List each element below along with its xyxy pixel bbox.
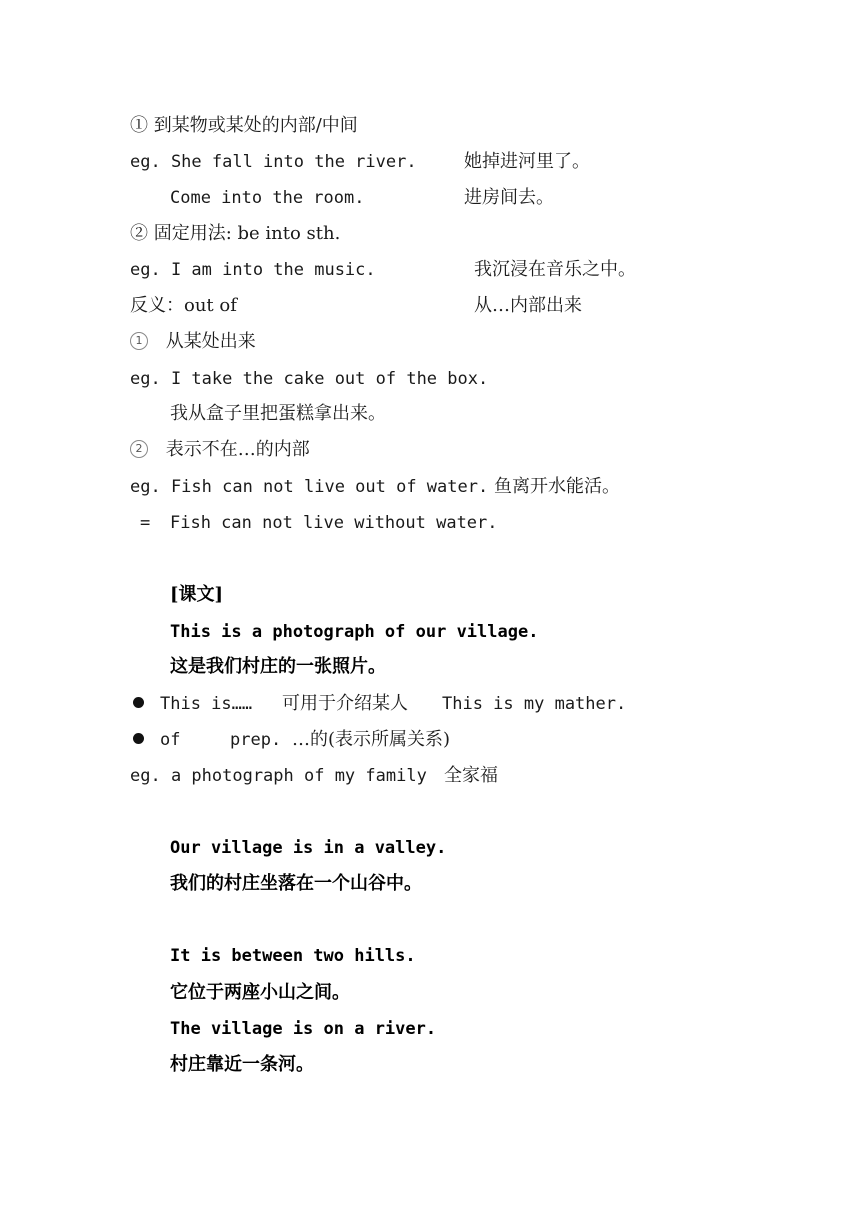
bullet-icon: [133, 697, 144, 708]
meaning-item-2: 2 表示不在…的内部: [130, 438, 310, 462]
bullet-icon: [133, 733, 144, 744]
circled-number-2: 2: [130, 440, 148, 458]
note-label: This is……: [160, 694, 253, 714]
example-chinese: 我沉浸在音乐之中。: [474, 259, 636, 280]
lesson-sentence-english: It is between two hills.: [170, 946, 416, 966]
example-chinese: 进房间去。: [464, 187, 554, 208]
lesson-sentence-english: Our village is in a valley.: [170, 838, 447, 858]
example-chinese: 她掉进河里了。: [464, 151, 590, 172]
fixed-usage-heading: ② 固定用法: be into sth.: [130, 223, 341, 244]
note-example: This is my mather.: [442, 694, 627, 714]
meaning-1-heading: ① 到某物或某处的内部/中间: [130, 115, 358, 136]
example-english: eg. a photograph of my family: [130, 766, 427, 786]
example-english: Fish can not live without water.: [170, 513, 498, 533]
meaning-item-1: 1 从某处出来: [130, 330, 256, 354]
lesson-sentence-english: The village is on a river.: [170, 1019, 437, 1039]
lesson-title: [课文]: [170, 584, 224, 605]
note-description: 可用于介绍某人: [282, 693, 408, 714]
lesson-sentence-chinese: 它位于两座小山之间。: [170, 982, 350, 1003]
circled-number-1: 1: [130, 332, 148, 350]
lesson-sentence-chinese: 这是我们村庄的一张照片。: [170, 656, 386, 677]
lesson-sentence-chinese: 我们的村庄坐落在一个山谷中。: [170, 873, 422, 894]
note-part-of-speech: prep.: [230, 730, 282, 750]
example-chinese: 鱼离开水能活。: [494, 476, 620, 497]
example-chinese: 全家福: [444, 765, 498, 786]
example-english: eg. Fish can not live out of water.: [130, 477, 489, 497]
lesson-sentence-chinese: 村庄靠近一条河。: [170, 1054, 314, 1075]
lesson-sentence-english: This is a photograph of our village.: [170, 622, 539, 642]
example-english: eg. I am into the music.: [130, 260, 376, 280]
antonym-meaning: 从…内部出来: [474, 295, 582, 316]
example-english: eg. She fall into the river.: [130, 152, 417, 172]
equals-sign: =: [140, 513, 151, 533]
example-english: eg. I take the cake out of the box.: [130, 369, 489, 389]
example-english: Come into the room.: [170, 188, 365, 208]
note-description: …的(表示所属关系): [292, 729, 451, 750]
example-chinese: 我从盒子里把蛋糕拿出来。: [170, 403, 386, 424]
note-word: of: [160, 730, 181, 750]
antonym-label: 反义：out of: [130, 295, 237, 316]
